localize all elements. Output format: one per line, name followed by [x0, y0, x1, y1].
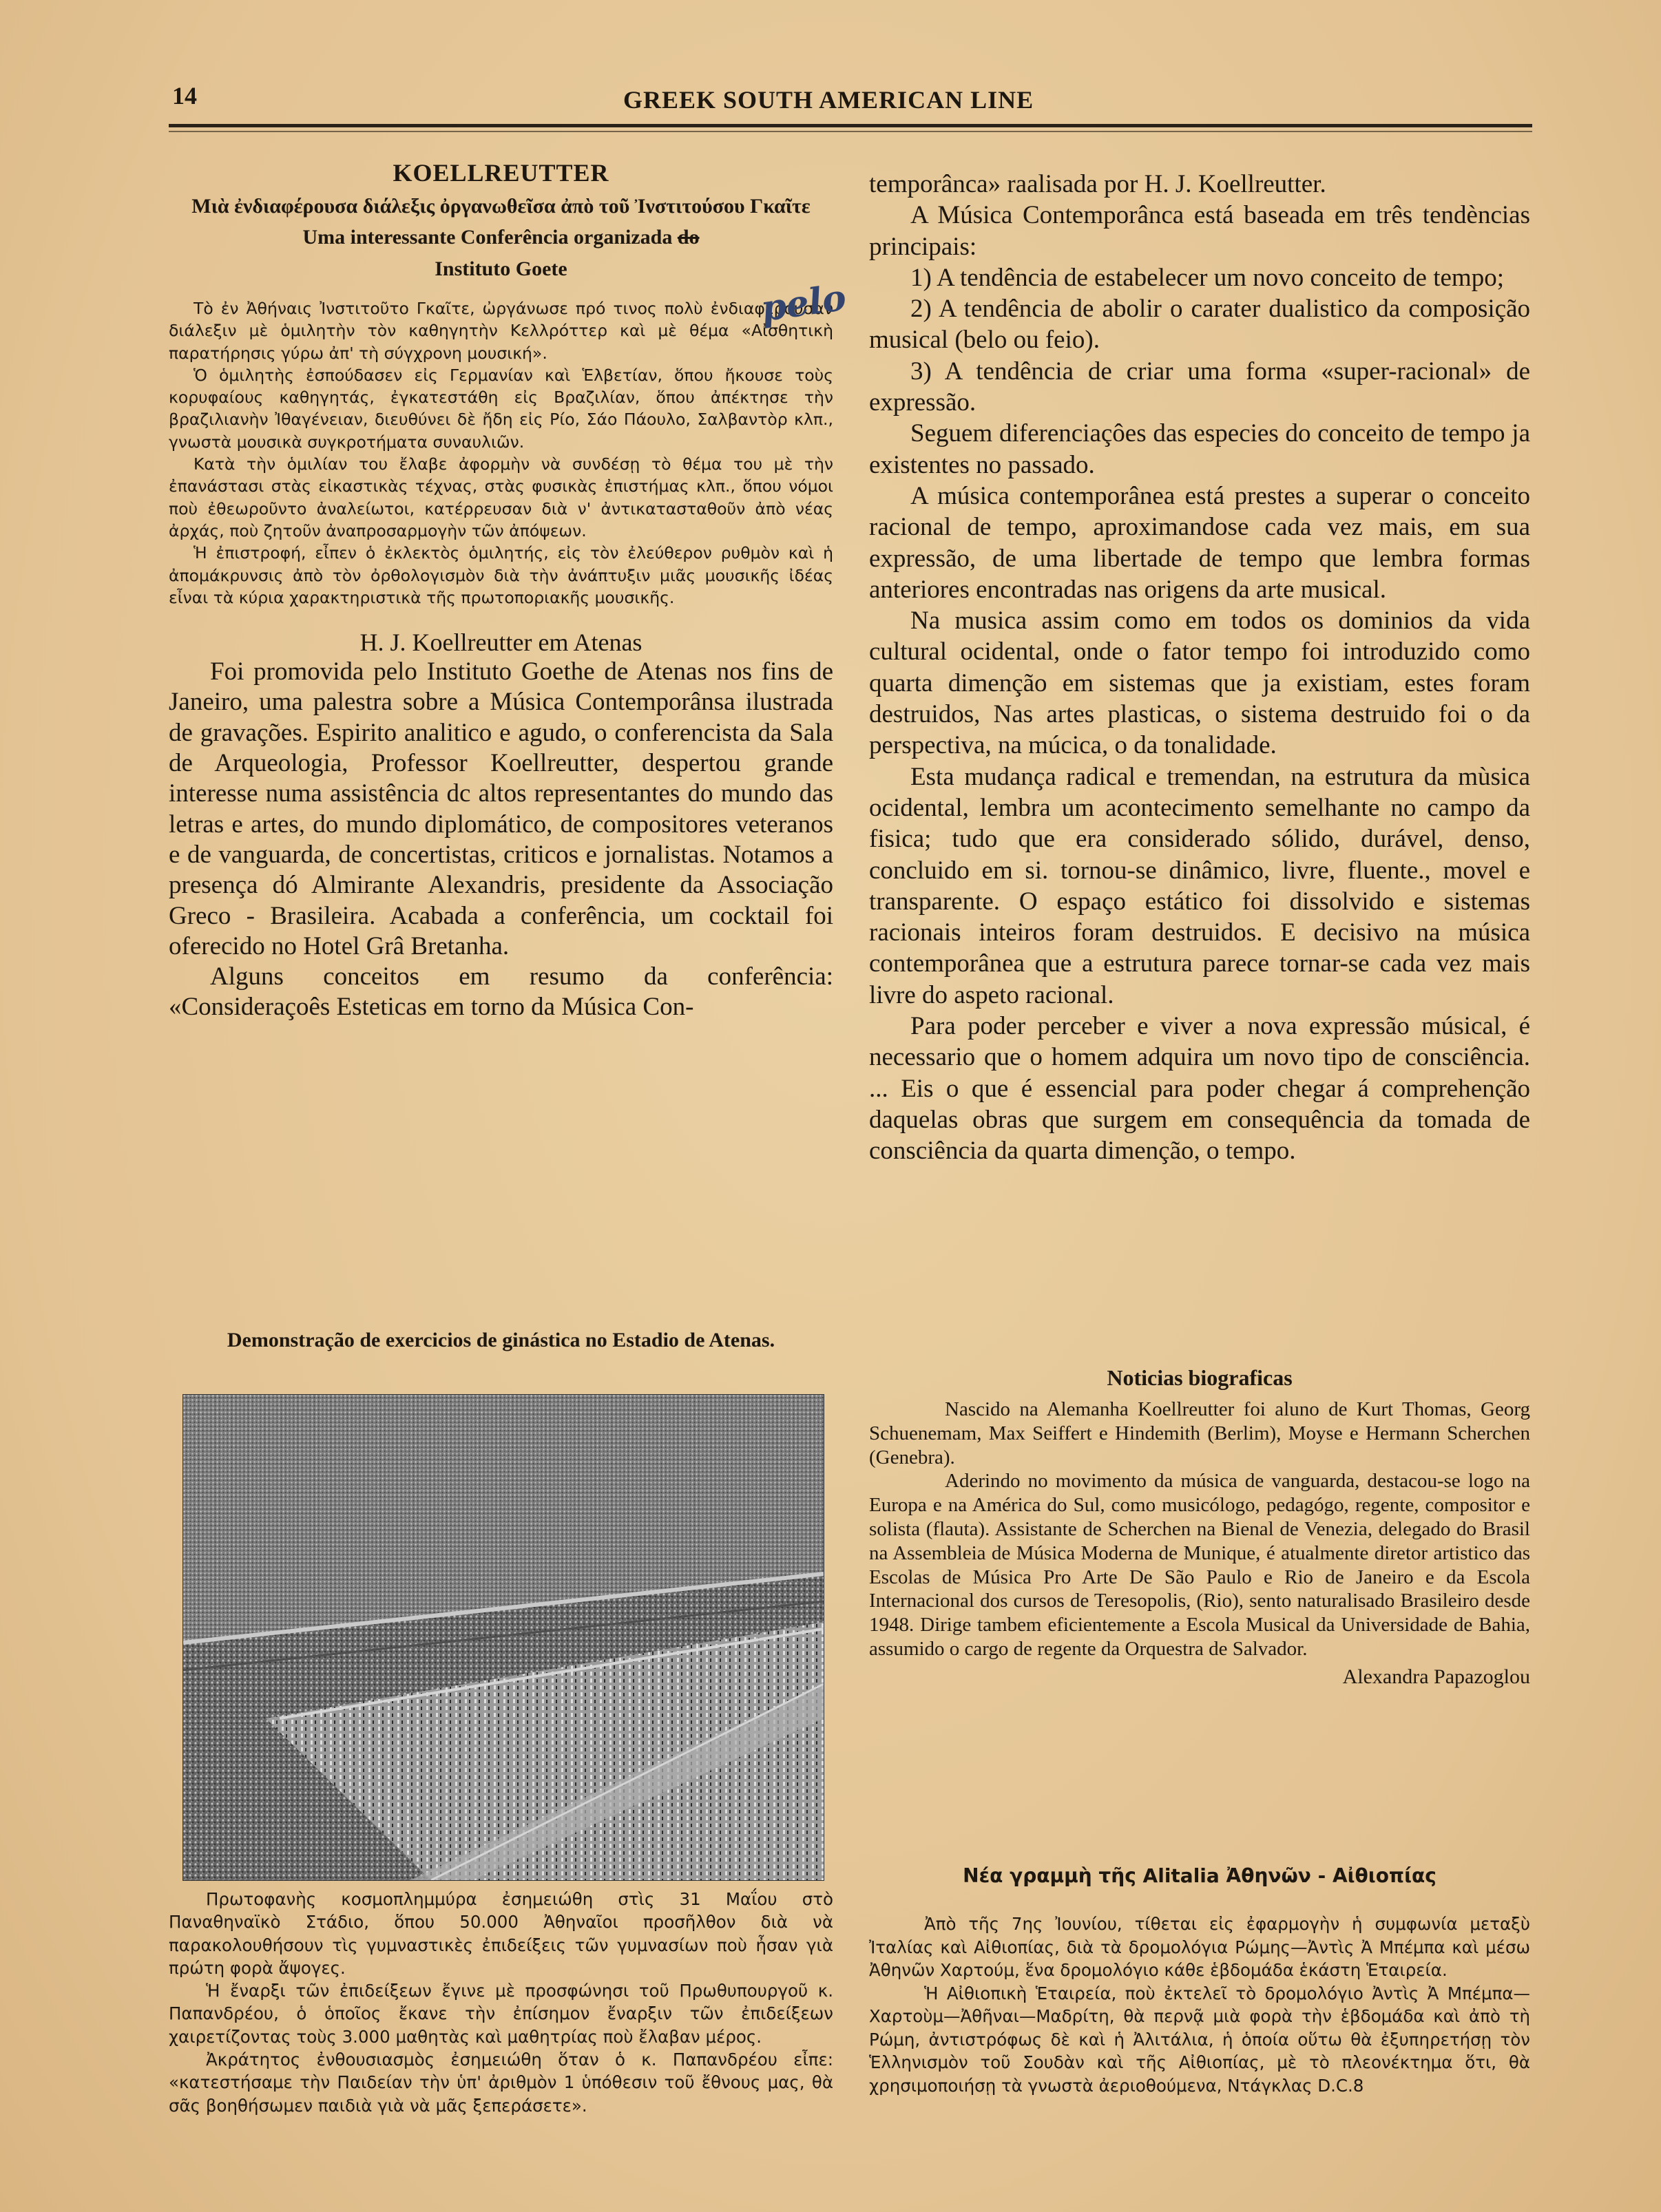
pt-paragraph: 3) A tendência de criar uma forma «super-racional» de expressão.	[869, 357, 1530, 417]
alitalia-body	[869, 1913, 1530, 2097]
article-greek-subtitle: Μιὰ ἐνδιαφέρουσα διάλεξις ὀργανωθεῖσα ἀπὸ τοῦ Ἰνστιτούσου Γκαῖτε	[191, 195, 811, 218]
pt-article-body-left	[169, 657, 833, 1023]
bio-title: Noticias biograficas	[1107, 1365, 1293, 1390]
left-column	[169, 158, 849, 1023]
pt-subtitle-struck: do	[677, 226, 700, 249]
alitalia-paragraph: Ἀπὸ τῆς 7ης Ἰουνίου, τίθεται εἰς ἐφαρμογὴν ἡ συμφωνία μεταξὺ Ἰταλίας καὶ Αἰθιοπίας, διὰ τὰ δρομολόγια Ρώμης—Ἀντὶς Ἀ Μπέμπα καὶ μέσω Ἀθηνῶν Χαρτούμ, ἕνα δρομολόγιο κάθε ἑβδομάδα ἑκάστη Ἑταιρεία.	[869, 1914, 1530, 1980]
handwritten-correction: pelo	[758, 276, 849, 330]
stadium-photo	[182, 1394, 824, 1881]
bio-paragraph: Aderindo no movimento da música de vanguarda, destacou-se logo na Europa e na América do Sul, como musicólogo, pedagógo, regente, compositor e solista (flauta). Assistante de Scherchen na Bienal de Venezia, delegado do Brasil na Assembleia de Música Moderna de Munique, é atualmente diretor artistico das Escolas de Música Pro Arte De São Paulo e Rio de Janeiro e da Escola Internacional dos cursos de Teresopolis, (Rio), sento naturalisado Brasileiro desde 1948. Dirige tambem eficientemente a Escola Musical da Universidade de Bahia, assumido o cargo de regente da Orquestra de Salvador.	[869, 1470, 1530, 1660]
pt-paragraph: 1) A tendência de estabelecer um novo conceito de tempo;	[910, 263, 1504, 292]
stadium-photo-icon	[183, 1395, 824, 1880]
pt-paragraph: Foi promovida pelo Instituto Goethe de Atenas nos fins de Janeiro, uma palestra sobre a Música Contemporânsa ilustrada de gravações. Espirito analitico e agudo, o conferencista da Sala de Arqueologia, Professor Koellreutter, despertou grande interesse numa assistência dc altos representantes do mundo das letras e artes, do mundo diplomático, de compositores veteranos e de vanguarda, de concertistas, criticos e jornalistas. Notamos a presença dó Almirante Alexandris, presidente da Associação Greco - Brasileira. Acabada a conferência, um cocktail foi oferecido no Hotel Grâ Bretanha.	[169, 657, 833, 960]
pt-paragraph: temporânca» raalisada por H. J. Koellreutter.	[869, 170, 1326, 198]
pt-paragraph: Esta mudança radical e tremendan, na estrutura da mùsica ocidental, lembra um acontecimento semelhante no campo da fisica; tudo que era considerado sólido, durável, denso, concluido em si. tornou-se dinâmico, livre, fluente., movel e transparente. O espaço estático foi dissolvido e sistemas racionais inteiros foram destruidos. E decisivo na música contemporânea que a estrutura parece tornar-se cada vez mais livre do aspeto racional.	[869, 762, 1530, 1009]
bio-signature: Alexandra Papazoglou	[1342, 1665, 1530, 1688]
photo-title: Demonstração de exercicios de ginástica no Estadio de Atenas.	[227, 1329, 775, 1351]
pt-subtitle-part-a: Uma interessante Conferência organizada	[302, 226, 673, 249]
pt-paragraph: A música contemporânea está prestes a superar o conceito racional de tempo, aproximandose cada vez mais, em sua expressão, de uma libertade de tempo que lembra formas anteriores encontradas nas origens da arte musical.	[869, 481, 1530, 604]
greek-paragraph: Τὸ ἐν Ἀθήναις Ἰνστιτοῦτο Γκαῖτε, ὠργάνωσε πρό τινος πολὺ ἐνδιαφέρουσαν διάλεξιν μὲ ὁμιλητὴν τὸν καθηγητὴν Κελλρόττερ καὶ μὲ θέμα «Αἰσθητικὴ παρατήρησις γύρω ἀπ' τὴ σύγχρονη μουσική».	[169, 299, 833, 363]
photo-caption	[169, 1888, 833, 2117]
page-number: 14	[172, 82, 197, 109]
greek-article-body	[169, 297, 833, 609]
greek-paragraph: Ὁ ὁμιλητὴς ἐσπούδασεν εἰς Γερμανίαν καὶ Ἑλβετίαν, ὅπου ἤκουσε τοὺς κορυφαίους καθηγητάς, ἐγκατεστάθη εἰς Βραζιλίαν, ὅπου ἀπέκτησε τὴν βραζιλιανὴν Ἰθαγένειαν, διευθύνει δὲ ἤδη εἰς Ρίο, Σάο Πάουλο, Σαλβαντὸρ κλπ., γνωστὰ μουσικὰ συγκροτήματα συναυλιῶν.	[169, 365, 833, 452]
header-rule-thin	[169, 131, 1532, 132]
bio-body	[869, 1398, 1530, 1689]
pt-paragraph: Alguns conceitos em resumo da conferência: «Consideraçoês Esteticas em torno da Música Con-	[169, 962, 833, 1022]
greek-paragraph: Ἡ ἐπιστροφή, εἶπεν ὁ ἐκλεκτὸς ὁμιλητής, εἰς τὸν ἐλεύθερον ρυθμὸν καὶ ἡ ἀπομάκρυνσις ἀπὸ τὸν ὀρθολογισμὸν διὰ τὴν ἀνάπτυξιν μιᾶς μουσικῆς ἰδέας εἶναι τὰ κύρια χαρακτηριστικὰ τῆς πρωτοποριακῆς μουσικῆς.	[169, 543, 833, 607]
caption-paragraph: Ἀκράτητος ἐνθουσιασμὸς ἐσημειώθη ὅταν ὁ κ. Παπανδρέου εἶπε: «κατεστήσαμε τὴν Παιδείαν τὴν ὑπ' ἀριθμὸν 1 ὑπόθεσιν τοῦ ἔθνους μας, θὰ σᾶς βοηθήσωμεν παιδιὰ γιὰ νὰ μᾶς ξεπεράσετε».	[169, 2050, 833, 2116]
pt-paragraph: Na musica assim como em todos os dominios da vida cultural ocidental, onde o fator tempo foi introduzido como quarta dimenção em sistemas que ja existiam, estes foram destruidos, Nas artes plasticas, o sistema destruido foi o da perspectiva, na múcica, o da tonalidade.	[869, 607, 1530, 760]
pt-subtitle-part-b: Instituto Goete	[435, 257, 567, 280]
header-rule	[169, 124, 1532, 127]
alitalia-title: Νέα γραμμὴ τῆς Alitalia Ἀθηνῶν - Αἰθιοπίας	[963, 1864, 1437, 1887]
right-column	[869, 169, 1530, 1167]
bio-paragraph: Nascido na Alemanha Koellreutter foi aluno de Kurt Thomas, Georg Schuenemam, Max Seiffert e Hindemith (Berlim), Moyse e Hermann Scherchen (Genebra).	[869, 1398, 1530, 1468]
article-title: KOELLREUTTER	[393, 159, 609, 187]
caption-paragraph: Ἡ ἔναρξι τῶν ἐπιδείξεων ἔγινε μὲ προσφώνησι τοῦ Πρωθυπουργοῦ κ. Παπανδρέου, ὁ ὁποῖος ἔκανε τὴν ἐπίσημον ἔναρξιν τῶν ἐπιδείξεων χαιρετίζοντας τοὺς 3.000 μαθητὰς καὶ μαθητρίας ποὺ ἔλαβαν μέρος.	[169, 1981, 833, 2047]
pt-paragraph: Seguem diferenciaçôes das especies do conceito de tempo ja existentes no passado.	[869, 419, 1530, 479]
caption-paragraph: Πρωτοφανὴς κοσμοπλημμύρα ἐσημειώθη στὶς 31 Μαΐου στὸ Παναθηναϊκὸ Στάδιο, ὅπου 50.000 Ἀθηναῖοι προσῆλθον διὰ νὰ παρακολουθήσουν τὶς γυμναστικὲς ἐπιδείξεις τῶν γυμνασίων ποὺ ἦσαν γιὰ πρώτη φορὰ ἄψογες.	[169, 1889, 833, 1978]
running-head: GREEK SOUTH AMERICAN LINE	[623, 86, 1034, 114]
pt-paragraph: Para poder perceber e viver a nova expressão músical, é necessario que o homem adquira um novo tipo de consciência. ... Eis o que é essencial para poder chegar á comprehenção daquelas obras que surgem em consequência da tomada de consciência da quarta dimenção, o tempo.	[869, 1012, 1530, 1166]
pt-article-body-right	[869, 169, 1530, 1167]
pt-paragraph: 2) A tendência de abolir o carater dualistico da composição musical (belo ou feio).	[869, 295, 1530, 355]
article-pt-subtitle	[169, 222, 849, 330]
alitalia-paragraph: Ἡ Αἰθιοπικὴ Ἑταιρεία, ποὺ ἐκτελεῖ τὸ δρομολόγιο Ἀντὶς Ἀ Μπέμπα—Χαρτοὺμ—Ἀθῆναι—Μαδρίτη, θὰ περνᾷ μιὰ φορὰ τὴν ἑβδομάδα καὶ ἀπὸ τὴ Ρώμη, ἀντιστρόφως δὲ καὶ ἡ Ἀλιτάλια, ἡ ὁποία οὕτω θὰ ἐξυπηρετήσῃ τὸν Ἑλληνισμὸν τοῦ Σουδὰν καὶ τῆς Αἰθιοπίας, μὲ τὸ πλεονέκτημα ὅτι, θὰ χρησιμοποιήσῃ τὰ γνωστὰ ἀεριοθούμενα, Ντάγκλας D.C.8	[869, 1983, 1530, 2096]
greek-paragraph: Κατὰ τὴν ὁμιλίαν του ἔλαβε ἀφορμὴν νὰ συνδέσῃ τὸ θέμα του μὲ τὴν ἐπανάστασι στὰς εἰκαστικὰς τέχνας, στὰς φυσικὰς ἐπιστήμας κλπ., ὅπου νόμοι ποὺ ἐθεωροῦντο ἀναλείωτοι, κατέρρευσαν διὰ ν' ἀντικατασταθοῦν ἀπὸ νέας ἀρχάς, ποὺ ζητοῦν ἀναπροσαρμογὴν τῶν ἀπόψεων.	[169, 454, 833, 540]
pt-paragraph: A Música Contemporânca está baseada em três tendèncias principais:	[869, 201, 1530, 261]
section-title: H. J. Koellreutter em Atenas	[359, 629, 643, 657]
